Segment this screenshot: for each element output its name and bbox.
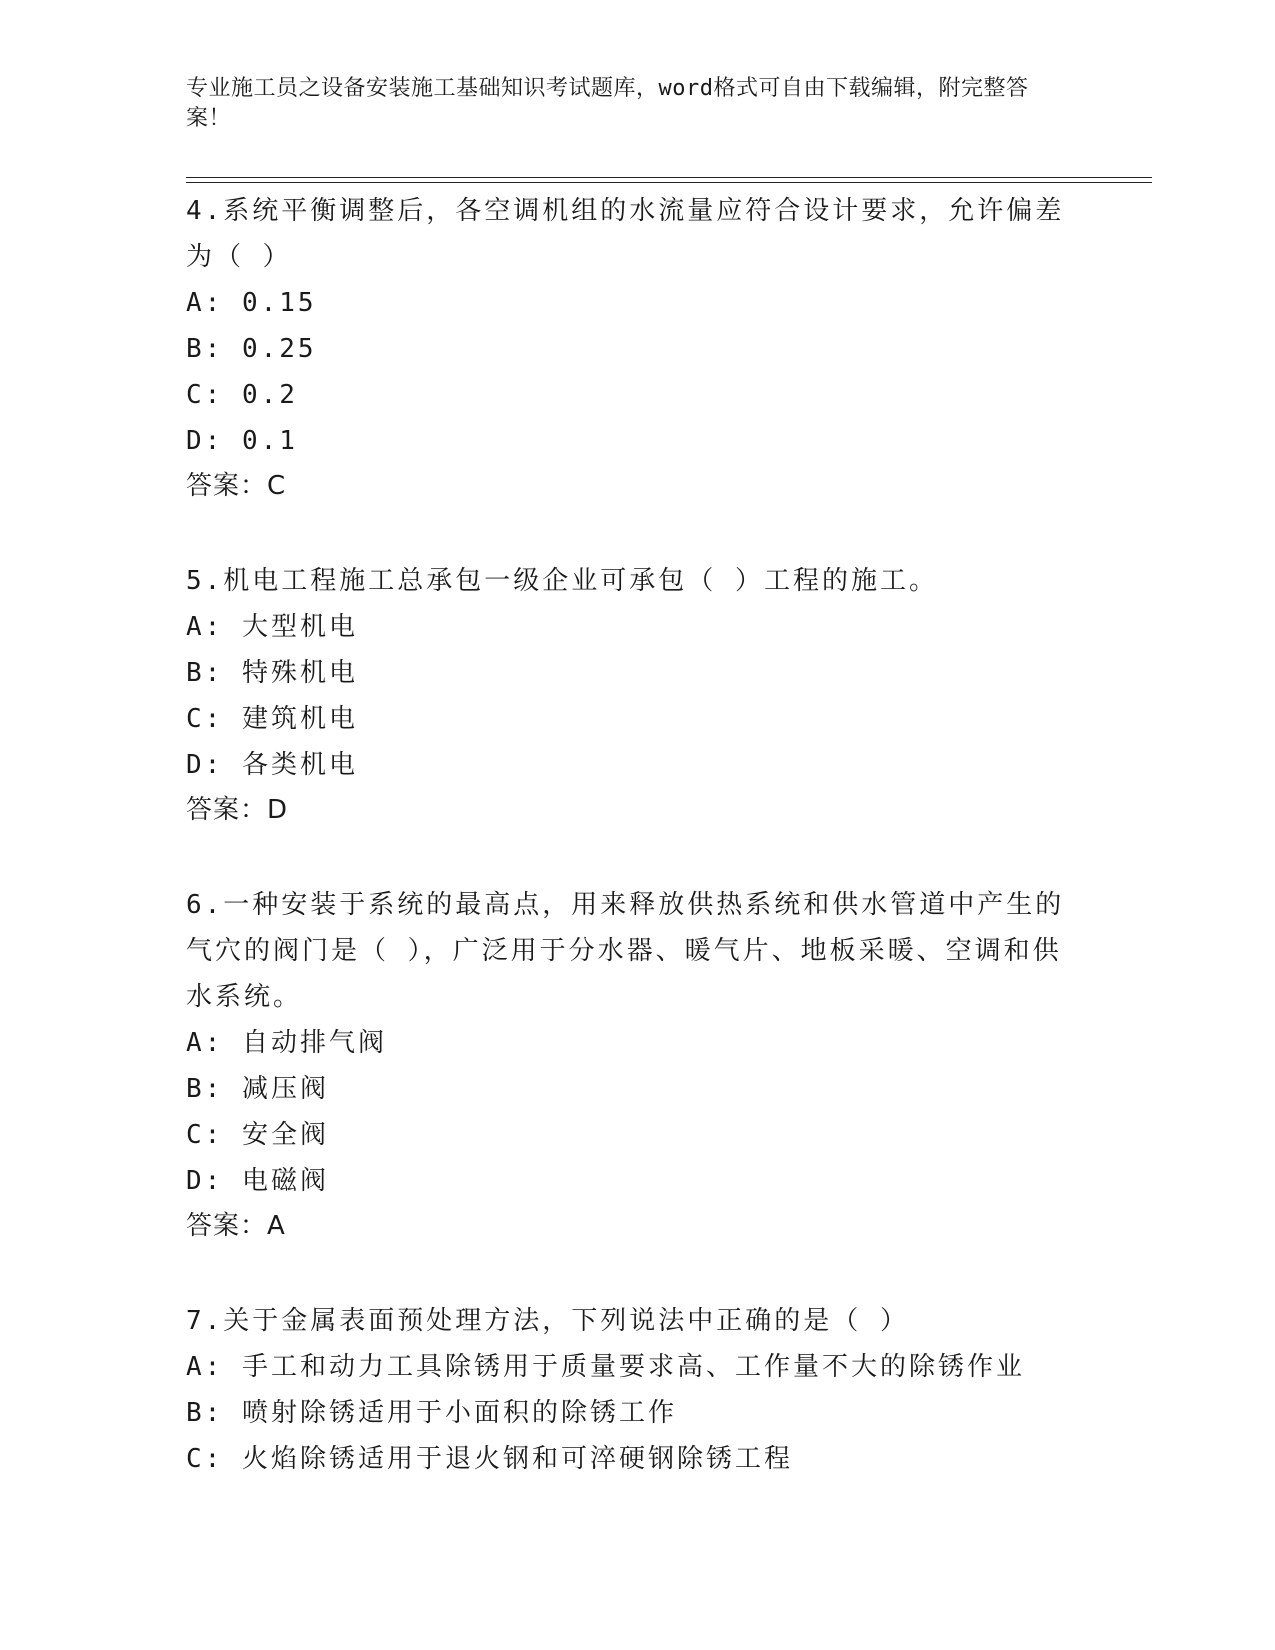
question-list: [186, 188, 1086, 1532]
option-a: A: 大型机电: [186, 612, 358, 642]
question-text: 5.机电工程施工总承包一级企业可承包（ ）工程的施工。: [186, 566, 938, 596]
option-d: D: 0.1: [186, 426, 298, 456]
question-text: 4.系统平衡调整后，各空调机组的水流量应符合设计要求，允许偏差为（ ）: [186, 196, 1065, 272]
option-d: D: 电磁阀: [186, 1166, 329, 1196]
header-divider-bottom: [186, 182, 1152, 183]
option-c: C: 0.2: [186, 380, 298, 410]
answer-line: 答案：D: [186, 795, 289, 825]
question-4: [186, 188, 1086, 508]
document-header: 专业施工员之设备安装施工基础知识考试题库，word格式可自由下载编辑，附完整答案！: [186, 76, 1029, 131]
question-5: [186, 558, 1086, 832]
option-a: A: 自动排气阀: [186, 1028, 387, 1058]
answer-line: 答案：C: [186, 471, 287, 501]
option-b: B: 减压阀: [186, 1074, 329, 1104]
question-7: [186, 1298, 1086, 1482]
question-text: 6.一种安装于系统的最高点，用来释放供热系统和供水管道中产生的气穴的阀门是（ ），广泛用于分水器、暖气片、地板采暖、空调和供水系统。: [186, 890, 1065, 1012]
option-c: C: 安全阀: [186, 1120, 329, 1150]
option-b: B: 喷射除锈适用于小面积的除锈工作: [186, 1398, 677, 1428]
option-c: C: 火焰除锈适用于退火钢和可淬硬钢除锈工程: [186, 1444, 793, 1474]
question-text: 7.关于金属表面预处理方法，下列说法中正确的是（ ）: [186, 1306, 909, 1336]
option-b: B: 特殊机电: [186, 658, 358, 688]
option-a: A: 0.15: [186, 288, 317, 318]
option-c: C: 建筑机电: [186, 704, 358, 734]
answer-line: 答案：A: [186, 1211, 286, 1241]
option-b: B: 0.25: [186, 334, 317, 364]
option-d: D: 各类机电: [186, 750, 358, 780]
option-a: A: 手工和动力工具除锈用于质量要求高、工作量不大的除锈作业: [186, 1352, 1025, 1382]
header-divider-top: [186, 177, 1152, 178]
question-6: [186, 882, 1086, 1248]
